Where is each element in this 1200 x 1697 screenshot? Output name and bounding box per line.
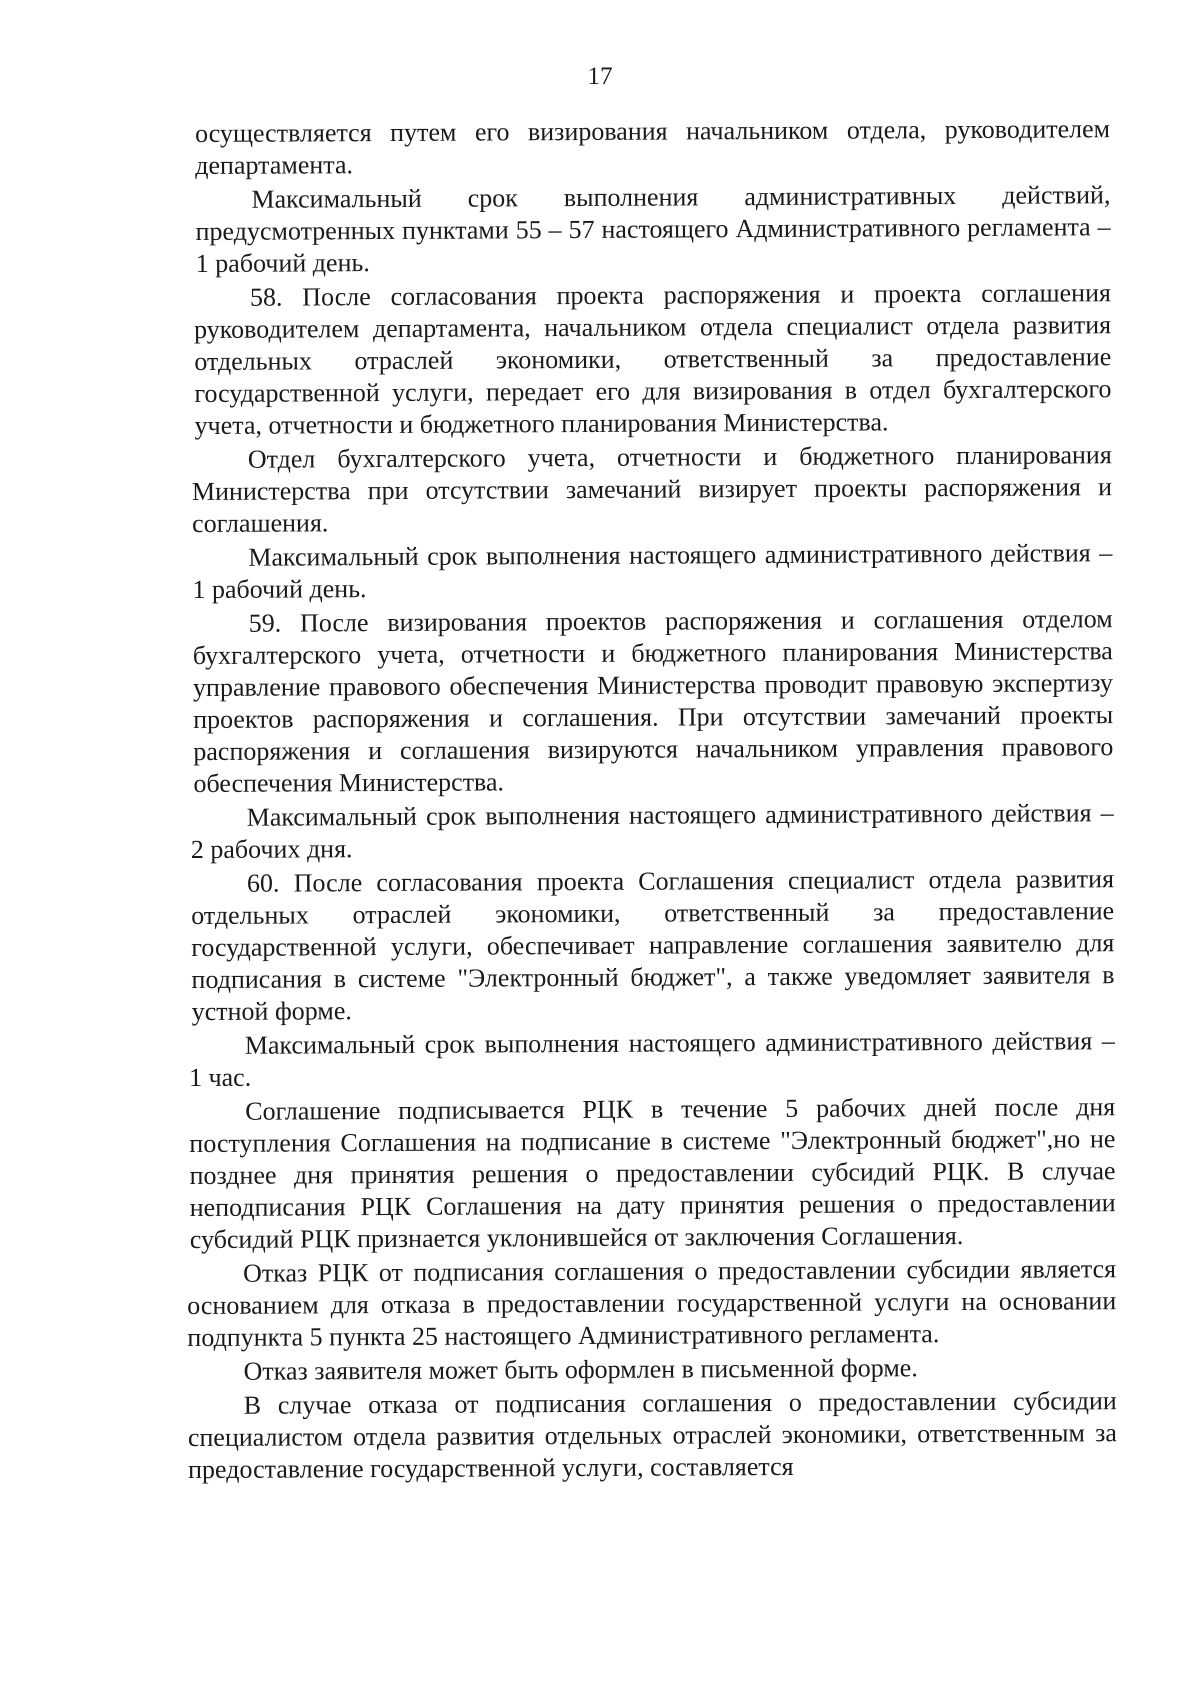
paragraph-applicant-refusal: Отказ заявителя может быть оформлен в письменной форме. — [243, 1353, 918, 1386]
paragraph-deadline-1-hour: Максимальный срок выполнения настоящего административного действия – 1 час. — [188, 1026, 1115, 1093]
paragraph-rck-refusal: Отказ РЦК от подписания соглашения о предоставлении субсидии является основанием для отказа в предоставлении государственной услуги на основании подпункта 5 пункта 25 настоящего Административного регламента. — [187, 1254, 1117, 1353]
paragraph-deadline-1-day: Максимальный срок выполнения настоящего административного действия – 1 рабочий день. — [192, 538, 1113, 605]
paragraph-item-58: 58. После согласования проекта распоряжения и проекта соглашения руководителем департамента, начальником отдела специалист отдела развития отдельных отраслей экономики, ответственный за предоставление государственной услуги, передает его для визирования в отдел бухгалтерского учета, отчетности и бюджетного планирования Министерства. — [194, 278, 1112, 441]
paragraph-accounting-approval: Отдел бухгалтерского учета, отчетности и бюджетного планирования Министерства при отсутствии замечаний визирует проекты распоряжения и соглашения. — [191, 440, 1113, 539]
paragraph-item-60: 60. После согласования проекта Соглашения специалист отдела развития отдельных отраслей экономики, ответственный за предоставление государственной услуги, обеспечивает направление соглашения заявителю для подписания в системе "Электронный бюджет", а также уведомляет заявителя в устной форме. — [191, 864, 1115, 1027]
paragraph-refusal-case: В случае отказа от подписания соглашения о предоставлении субсидии специалистом отдела развития отдельных отраслей экономики, ответственным за предоставление государственной услуги, составляется — [187, 1386, 1117, 1485]
paragraph-rck-signing: Соглашение подписывается РЦК в течение 5 рабочих дней после дня поступления Соглашения на подписание в системе "Электронный бюджет",но не позднее дня принятия решения о предоставлении субсидий РЦК. В случае неподписания РЦК Соглашения на дату принятия решения о предоставлении субсидий РЦК признается уклонившейся от заключения Соглашения. — [189, 1092, 1116, 1255]
document-body — [187, 113, 1117, 1486]
paragraph-continuation: осуществляется путем его визирования начальником отдела, руководителем департамента. — [195, 114, 1111, 180]
paragraph-deadline-55-57: Максимальный срок выполнения административных действий, предусмотренных пунктами 55 – 57 настоящего Административного регламента – 1 рабочий день. — [195, 180, 1111, 278]
paragraph-deadline-2-days: Максимальный срок выполнения настоящего административного действия – 2 рабочих дня. — [190, 798, 1114, 865]
page-number: 17 — [587, 63, 613, 90]
paragraph-item-59: 59. После визирования проектов распоряжения и соглашения отделом бухгалтерского учета, отчетности и бюджетного планирования Министерства управление правового обеспечения Министерства проводит правовую экспертизу проектов распоряжения и соглашения. При отсутствии замечаний проекты распоряжения и соглашения визируются начальником управления правового обеспечения Министерства. — [192, 604, 1114, 799]
